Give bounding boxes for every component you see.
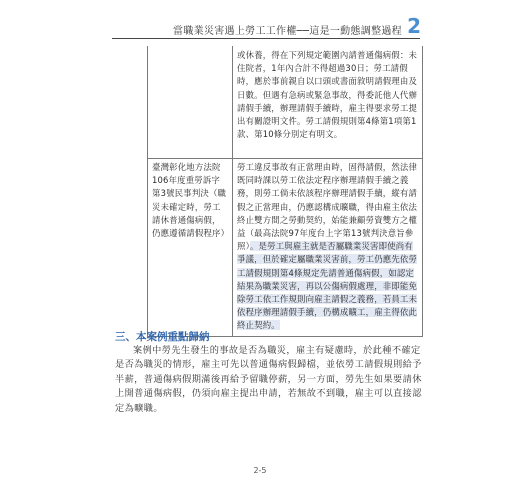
- table-cell-left-empty: [148, 46, 233, 159]
- section-heading: 三、本案例重點歸納: [115, 331, 210, 343]
- table-cell-left: [148, 159, 233, 337]
- page-header: [0, 0, 520, 48]
- regulation-text: 或休養，得在下列規定範圍內請普通傷病假：未住院者，1年內合計不得超過30日；勞工請假時，應於事前親自以口頭或書面敘明請假理由及日數。但遇有急病或緊急事故，得委託他人代辦請假手續，辦理請假手續時，雇主得要求勞工提出有關證明文件。勞工請假規則第4條第1項第1款、第10條分別定有明文。: [237, 50, 418, 140]
- judgment-text: [237, 161, 418, 333]
- judgment-text-highlighted: 。是勞工與雇主就是否屬職業災害即使尚有爭議，但於確定屬職業災害前，勞工仍應先依勞工請假規則第4條規定先請普通傷病假，如認定結果為職業災害，再以公傷病假處理，非即能免除勞工依工作規則向雇主請假之義務，若員工未依程序辦理請假手續，仍構成曠工，雇主得依此終止契約。: [237, 241, 418, 331]
- table-cell-right: [233, 46, 423, 159]
- table-row: [148, 46, 423, 159]
- chapter-number: 2: [407, 14, 421, 38]
- section-body-paragraph: 案例中勞先生發生的事故是否為職災，雇主有疑慮時，於此種不確定是否為職災的情形，雇主可先以普通傷病假歸檔，並依勞工請假規則給予半薪，普通傷病假期滿後再給予留職停薪，另一方面，勞先生如果要請休上開普通傷病假，仍須向雇主提出申請，若無故不到職，雇主可以直接認定為曠職。: [115, 345, 422, 414]
- page-number: 2-5: [253, 466, 267, 475]
- judgment-text-plain: 勞工違反事故有正當理由時，固得請假，然法律既同時課以勞工依法定程序辦理請假手續之義務，則勞工倘未依該程序辦理請假手續，縱有請假之正當理由，仍應認構成曠職，得由雇主依法終止雙方間之勞動契約，始能兼顧勞資雙方之權益（最高法院97年度台上字第13號判決意旨參照）: [237, 162, 418, 252]
- running-header-title: 當職業災害遇上勞工工作權──這是一動態調整過程: [173, 26, 402, 37]
- case-table: [147, 46, 423, 337]
- court-case-citation: 臺灣彰化地方法院106年度重勞訴字第3號民事判決（職災未確定時，勞工請休普通傷病假，仍應遵循請假程序）: [152, 162, 230, 239]
- table-row: [148, 159, 423, 337]
- header-rule: [112, 38, 420, 39]
- table-cell-right: [233, 159, 423, 337]
